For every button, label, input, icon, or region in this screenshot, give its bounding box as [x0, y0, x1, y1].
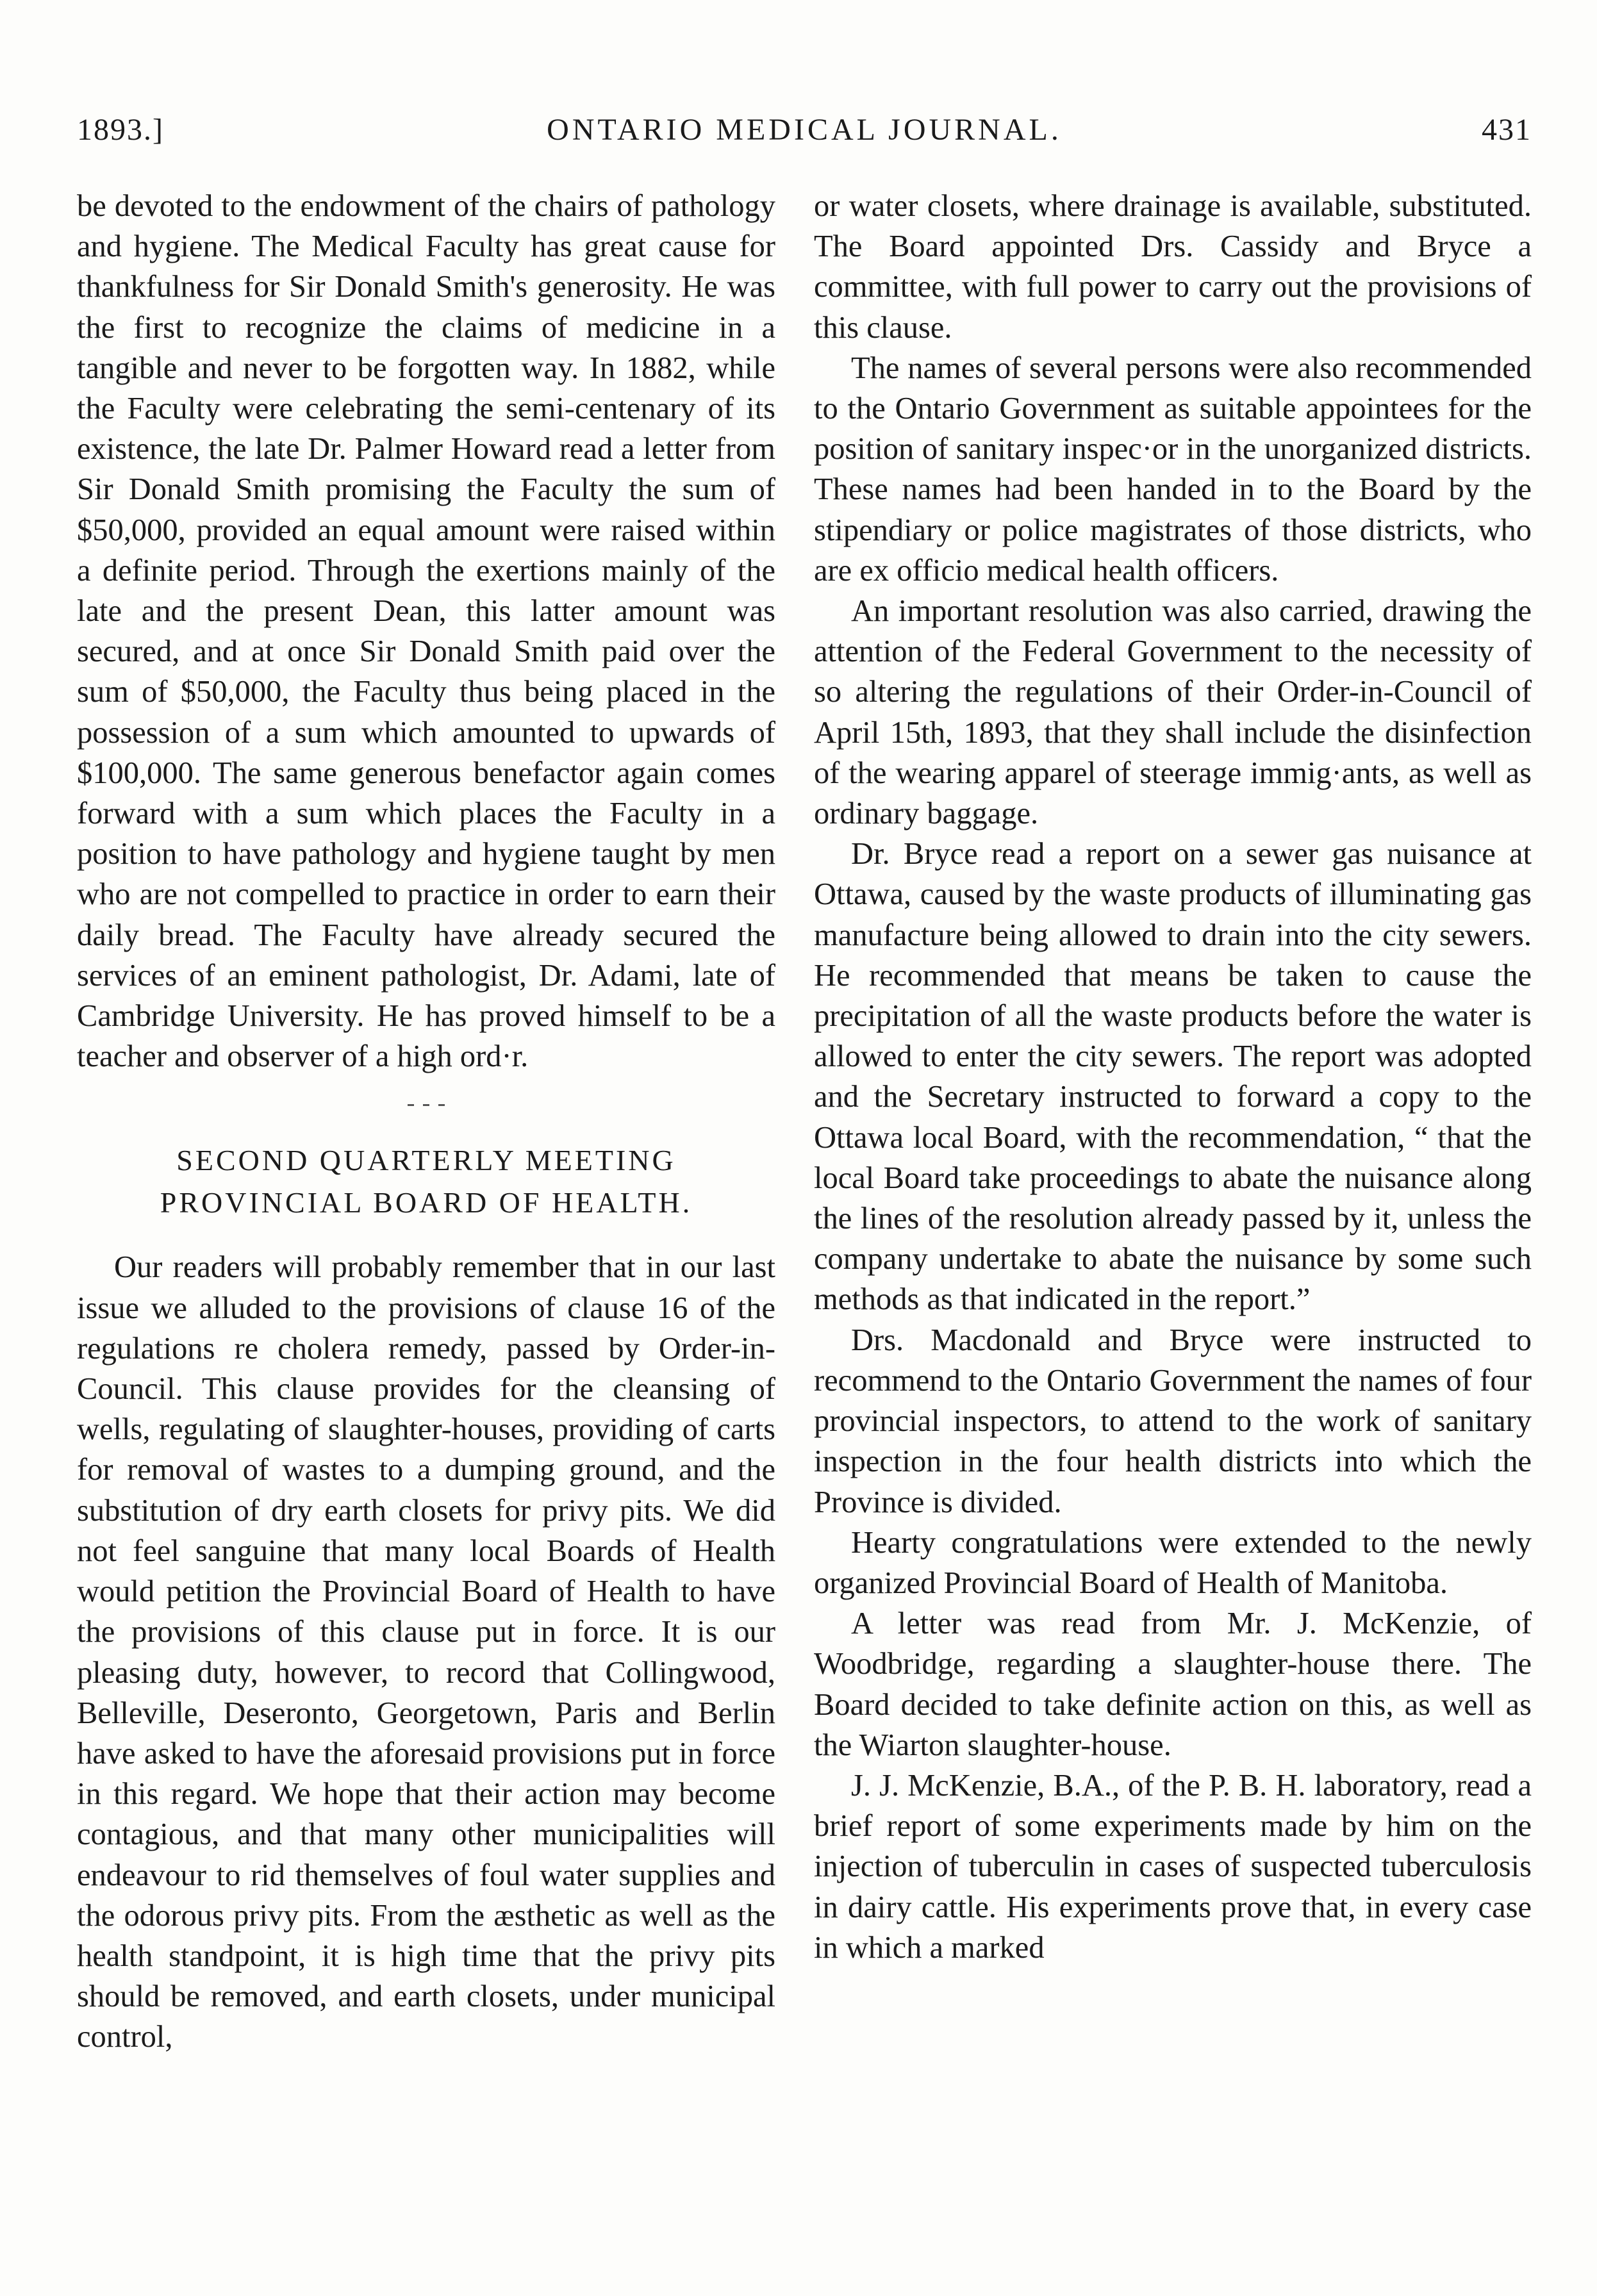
- right-paragraph-3: An important resolution was also carried, drawing the attention of the Federal Government to the necessity of so altering the regulations of their Order-in-Council of April 15th, 1893, that they shall include the disinfection of the wearing apparel of steerage immig·ants, as well as ordinary baggage.: [814, 594, 1532, 831]
- left-paragraph-2: Our readers will probably remember that in our last issue we alluded to the provisions of clause 16 of the regulations re cholera remedy, passed by Order-in-Council. This clause provides for the cleansing of wells, regulating of slaughter-houses, providing of carts for removal of wastes to a dumping ground, and the substitution of dry earth closets for privy pits. We did not feel sanguine that many local Boards of Health would petition the Provincial Board of Health to have the provisions of this clause put in force. It is our pleasing duty, however, to record that Collingwood, Belleville, Deseronto, Georgetown, Paris and Berlin have asked to have the aforesaid provisions put in force in this regard. We hope that their action may become contagious, and that many other municipalities will endeavour to rid themselves of foul water supplies and the odorous privy pits. From the æsthetic as well as the health standpoint, it is high time that the privy pits should be removed, and earth closets, under municipal control,: [77, 1250, 775, 2054]
- section-title: SECOND QUARTERLY MEETING PROVINCIAL BOARD OF HEALTH.: [160, 1144, 693, 1219]
- right-paragraph-4: Dr. Bryce read a report on a sewer gas nuisance at Ottawa, caused by the waste products of illuminating gas manufacture being allowed to drain into the city sewers. He recommended that means be taken to cause the precipitation of all the waste products before the water is allowed to enter the city sewers. The report was adopted and the Secretary instructed to forward a copy to the Ottawa local Board, with the recommendation, “ that the local Board take proceedings to abate the nuisance along the lines of the resolution already passed by it, unless the company undertake to abate the nuisance by some such methods as that indicated in the report.”: [814, 837, 1532, 1317]
- page-number: 431: [1482, 113, 1532, 147]
- header-date: 1893.]: [77, 113, 164, 147]
- running-head: [77, 112, 1532, 157]
- right-paragraph-5: Drs. Macdonald and Bryce were instructed to recommend to the Ontario Government the names of four provincial inspectors, to attend to the work of sanitary inspection in the four health districts into which the Province is divided.: [814, 1323, 1532, 1519]
- journal-title: ONTARIO MEDICAL JOURNAL.: [547, 113, 1062, 147]
- right-column: [814, 186, 1532, 1968]
- right-paragraph-1: or water closets, where drainage is available, substituted. The Board appointed Drs. Cassidy and Bryce a committee, with full power to carry out the provisions of this clause.: [814, 189, 1532, 345]
- section-divider: [401, 1096, 452, 1114]
- right-paragraph-8: J. J. McKenzie, B.A., of the P. B. H. laboratory, read a brief report of some experiments made by him on the injection of tuberculin in cases of suspected tuberculosis in dairy cattle. His experiments prove that, in every case in which a marked: [814, 1768, 1532, 1965]
- right-paragraph-7: A letter was read from Mr. J. McKenzie, of Woodbridge, regarding a slaughter-house there. The Board decided to take definite action on this, as well as the Wiarton slaughter-house.: [814, 1606, 1532, 1762]
- left-paragraph-1: be devoted to the endowment of the chairs of pathology and hygiene. The Medical Faculty has great cause for thankfulness for Sir Donald Smith's generosity. He was the first to recognize the claims of medicine in a tangible and never to be forgotten way. In 1882, while the Faculty were celebrating the semi-centenary of its existence, the late Dr. Palmer Howard read a letter from Sir Donald Smith promising the Faculty the sum of $50,000, provided an equal amount were raised within a definite period. Through the exertions mainly of the late and the present Dean, this latter amount was secured, and at once Sir Donald Smith paid over the sum of $50,000, the Faculty thus being placed in the possession of a sum which amounted to upwards of $100,000. The same generous benefactor again comes forward with a sum which places the Faculty in a position to have pathology and hygiene taught by men who are not compelled to practice in order to earn their daily bread. The Faculty have already secured the services of an eminent pathologist, Dr. Adami, late of Cambridge University. He has proved himself to be a teacher and observer of a high ord·r.: [77, 189, 775, 1074]
- right-paragraph-6: Hearty congratulations were extended to the newly organized Provincial Board of Health of Manitoba.: [814, 1525, 1532, 1600]
- left-column: [77, 186, 775, 2058]
- right-paragraph-2: The names of several persons were also recommended to the Ontario Government as suitable appointees for the position of sanitary inspec·or in the unorganized districts. These names had been handed in to the Board by the stipendiary or police magistrates of those districts, who are ex officio medical health officers.: [814, 351, 1532, 588]
